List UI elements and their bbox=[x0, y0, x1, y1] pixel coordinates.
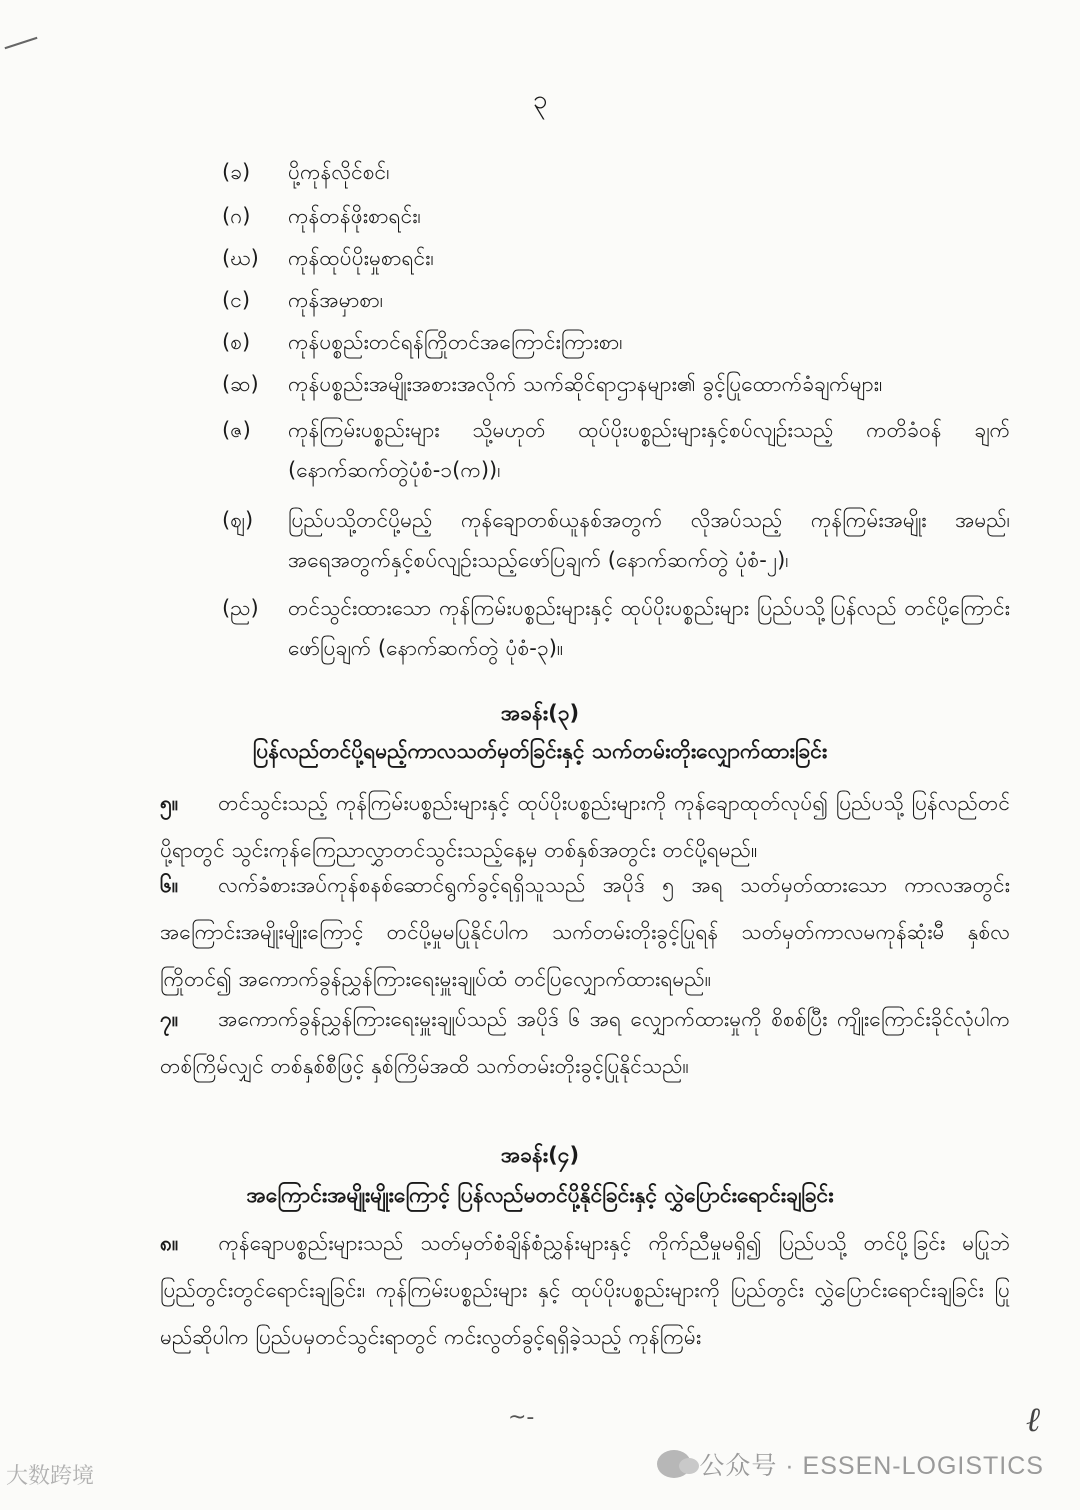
list-text: ပြည်ပသို့တင်ပို့မည့် ကုန်ချောတစ်ယူနစ်အတွက် လိုအပ်သည့် ကုန်ကြမ်းအမျိုး အမည်၊ အရေအတွက်နှင့်စပ်လျဉ်းသည့်ဖော်ပြချက် (နောက်ဆက်တွဲ ပုံစံ-၂)၊ bbox=[288, 508, 1010, 572]
list-text: ကုန်ကြမ်းပစ္စည်းများ သို့မဟုတ် ထုပ်ပိုးပစ္စည်းများနှင့်စပ်လျဉ်းသည့် ကတိခံဝန် ချက် (နောက်ဆက်တွဲပုံစံ-၁(က))၊ bbox=[288, 418, 1010, 482]
list-marker: (င) bbox=[222, 288, 251, 312]
list-marker: (စ) bbox=[222, 330, 251, 354]
paragraph bbox=[160, 1220, 1010, 1361]
paragraph-text: ကုန်ချောပစ္စည်းများသည် သတ်မှတ်စံချိန်စံညွှန်းများနှင့် ကိုက်ညီမှုမရှိ၍ ပြည်ပသို့ တင်ပို့ခြင်း မပြုဘဲ ပြည်တွင်းတွင်ရောင်းချခြင်း၊ ကုန်ကြမ်းပစ္စည်းများ နှင့် ထုပ်ပိုးပစ္စည်းများကို ပြည်တွင်း လွှဲပြောင်းရောင်းချခြင်း ပြုမည်ဆိုပါက ပြည်ပမှတင်သွင်းရာတွင် ကင်းလွတ်ခွင့်ရရှိခဲ့သည့် ကုန်ကြမ်း bbox=[160, 1231, 1010, 1349]
list-text: ကုန်ပစ္စည်းအမျိုးအစားအလိုက် သက်ဆိုင်ရာဌာနများ၏ ခွင့်ပြုထောက်ခံချက်များ၊ bbox=[288, 372, 883, 396]
list-text: ကုန်ထုပ်ပိုးမှုစာရင်း၊ bbox=[288, 246, 434, 270]
paragraph-text: တင်သွင်းသည့် ကုန်ကြမ်းပစ္စည်းများနှင့် ထုပ်ပိုးပစ္စည်းများကို ကုန်ချောထုတ်လုပ်၍ ပြည်ပသို့ ပြန်လည်တင်ပို့ရာတွင် သွင်းကုန်ကြေညာလွှာတင်သွင်းသည့်နေ့မှ တစ်နှစ်အတွင်း တင်ပို့ရမည်။ bbox=[160, 791, 1010, 862]
handwritten-initial: ℓ bbox=[1025, 1400, 1040, 1440]
list-text: ကုန်အမှာစာ၊ bbox=[288, 288, 384, 312]
wechat-icon bbox=[657, 1450, 691, 1478]
list-item bbox=[222, 196, 1010, 236]
list-item bbox=[222, 238, 1010, 278]
list-marker: (ည) bbox=[222, 596, 259, 620]
list-text: ပို့ကုန်လိုင်စင်၊ bbox=[288, 160, 390, 184]
paragraph bbox=[160, 862, 1010, 1003]
chapter-title: အကြောင်းအမျိုးမျိုးကြောင့် ပြန်လည်မတင်ပို့နိုင်ခြင်းနှင့် လွှဲပြောင်းရောင်းချခြင်း bbox=[246, 1183, 834, 1207]
list-item bbox=[222, 588, 1010, 668]
list-item bbox=[222, 410, 1010, 490]
watermark-right-text: 公众号 · ESSEN-LOGISTICS bbox=[699, 1452, 1044, 1480]
list-text: ကုန်တန်ဖိုးစာရင်း၊ bbox=[288, 204, 421, 228]
paragraph bbox=[160, 996, 1010, 1090]
chapter-number: အခန်း(၃) bbox=[500, 701, 580, 725]
list-text: ကုန်ပစ္စည်းတင်ရန်ကြိုတင်အကြောင်းကြားစာ၊ bbox=[288, 330, 623, 354]
list-marker: (ဆ) bbox=[222, 372, 259, 396]
list-item bbox=[222, 152, 1010, 192]
list-marker: (ခ) bbox=[222, 160, 251, 184]
paragraph bbox=[160, 780, 1010, 874]
chapter-title: ပြန်လည်တင်ပို့ရမည့်ကာလသတ်မှတ်ခြင်းနှင့် သက်တမ်းတိုးလျှောက်ထားခြင်း bbox=[252, 739, 828, 763]
list-item bbox=[222, 500, 1010, 580]
paragraph-text: လက်ခံစားအပ်ကုန်စနစ်ဆောင်ရွက်ခွင့်ရရှိသူသည် အပိုဒ် ၅ အရ သတ်မှတ်ထားသော ကာလအတွင်း အကြောင်းအမျိုးမျိုးကြောင့် တင်ပို့မှုမပြုနိုင်ပါက သက်တမ်းတိုးခွင့်ပြုရန် သတ်မှတ်ကာလမကုန်ဆုံးမီ နှစ်လကြိုတင်၍ အကောက်ခွန်ညွှန်ကြားရေးမှူးချုပ်ထံ တင်ပြလျှောက်ထားရမည်။ bbox=[160, 873, 1010, 991]
list-marker: (ဂ) bbox=[222, 204, 251, 228]
list-marker: (ဇ) bbox=[222, 418, 251, 442]
paragraph-text: အကောက်ခွန်ညွှန်ကြားရေးမှူးချုပ်သည် အပိုဒ် ၆ အရ လျှောက်ထားမှုကို စိစစ်ပြီး ကျိုးကြောင်းခိုင်လုံပါက တစ်ကြိမ်လျှင် တစ်နှစ်စီဖြင့် နှစ်ကြိမ်အထိ သက်တမ်းတိုးခွင့်ပြုနိုင်သည်။ bbox=[160, 1007, 1010, 1078]
list-item bbox=[222, 322, 1010, 362]
watermark-left bbox=[6, 1459, 94, 1490]
paragraph-number: ၆။ bbox=[160, 873, 179, 897]
list-item bbox=[222, 280, 1010, 320]
list-text: တင်သွင်းထားသော ကုန်ကြမ်းပစ္စည်းများနှင့် ထုပ်ပိုးပစ္စည်းများ ပြည်ပသို့ပြန်လည် တင်ပို့ကြောင်း ဖော်ပြချက် (နောက်ဆက်တွဲ ပုံစံ-၃)။ bbox=[288, 596, 1010, 660]
watermark-right bbox=[657, 1446, 1044, 1482]
handwritten-mark: ~- bbox=[508, 1405, 535, 1430]
page-number: ၃ bbox=[532, 85, 548, 115]
paragraph-number: ၇။ bbox=[160, 1007, 179, 1031]
list-item bbox=[222, 364, 1010, 404]
paragraph-number: ၈။ bbox=[160, 1231, 179, 1255]
list-marker: (ဃ) bbox=[222, 246, 259, 270]
chapter-number: အခန်း(၄) bbox=[500, 1143, 580, 1167]
scan-mark bbox=[5, 37, 38, 49]
paragraph-number: ၅။ bbox=[160, 791, 179, 815]
watermark-left-text: 大数跨境 bbox=[6, 1463, 95, 1488]
list-marker: (ဈ) bbox=[222, 508, 254, 532]
